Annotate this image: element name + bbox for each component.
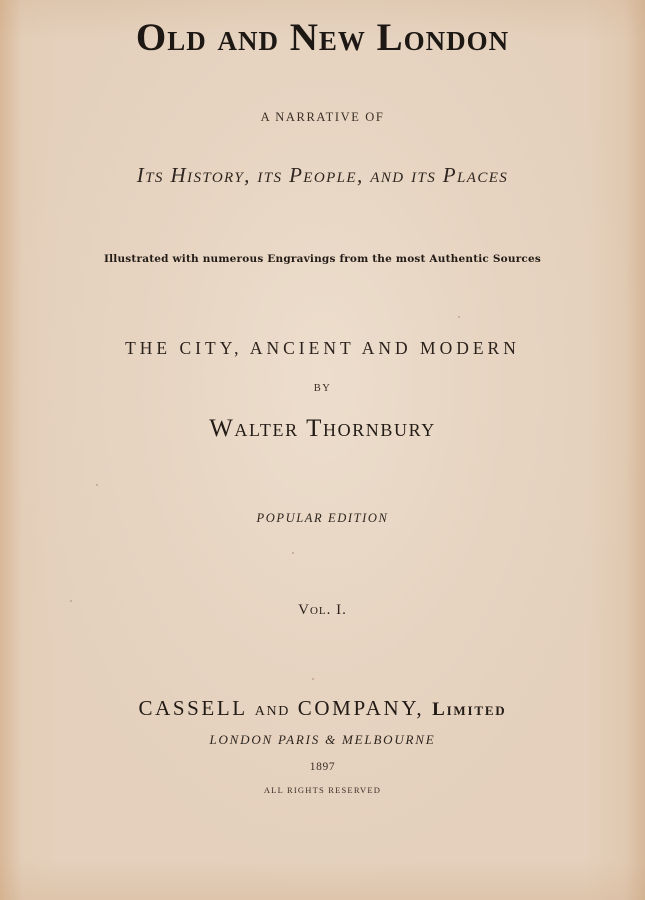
by-line: BY (313, 383, 332, 394)
narrative-line: A NARRATIVE OF (260, 110, 385, 124)
paper-speck (312, 678, 314, 680)
paper-speck (292, 552, 294, 554)
publisher-name-part2: COMPANY, (297, 696, 425, 720)
paper-speck (458, 316, 460, 318)
paper-speck (70, 600, 72, 602)
paper-speck (532, 258, 534, 259)
illustrated-line: Illustrated with numerous Engravings from the most Authentic Sources (103, 253, 542, 265)
rights-notice: ALL RIGHTS RESERVED (263, 785, 382, 795)
publisher-name (0, 694, 645, 726)
publisher-name-limited: Limited (432, 699, 507, 720)
publisher-name-and: AND (254, 704, 290, 719)
edition-label: POPULAR EDITION (256, 511, 389, 525)
publication-year: 1897 (309, 761, 336, 773)
book-title: Old and New London (135, 16, 510, 59)
book-subtitle: Its History, its People, and its Places (136, 163, 509, 187)
publisher-name-part1: CASSELL (138, 696, 247, 720)
volume-number: Vol. I. (298, 602, 347, 618)
author-name: Walter Thornbury (209, 415, 436, 442)
volume-subject: THE CITY, ANCIENT AND MODERN (125, 338, 520, 358)
publisher-cities: LONDON PARIS & MELBOURNE (209, 732, 436, 747)
paper-speck (96, 484, 98, 486)
